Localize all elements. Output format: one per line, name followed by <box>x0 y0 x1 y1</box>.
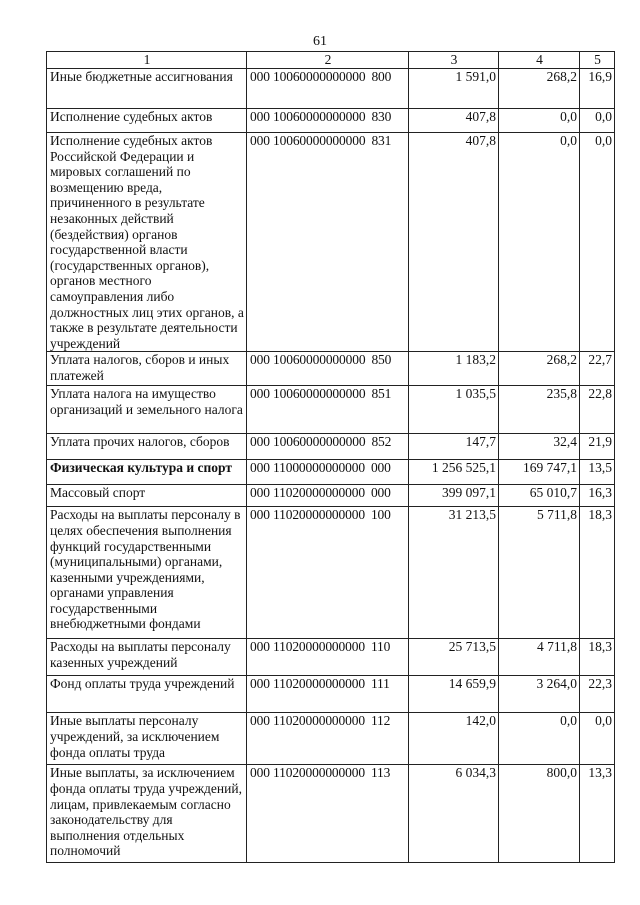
row-value-col-5: 16,9 <box>580 69 615 109</box>
row-value-col-4: 0,0 <box>499 109 580 133</box>
row-code <box>247 713 409 765</box>
row-name: Иные выплаты, за исключением фонда оплаты труда учреждений, лицам, привлекаемым согласно законодательству для выполнения отдельных полномочий <box>47 765 247 863</box>
table-body <box>47 69 615 863</box>
page-number: 61 <box>313 34 327 49</box>
row-value-col-3: 1 183,2 <box>409 352 499 386</box>
row-value-col-3: 14 659,9 <box>409 676 499 713</box>
column-header-3: 3 <box>409 52 499 69</box>
table-row <box>47 352 615 386</box>
row-value-col-3: 147,7 <box>409 434 499 460</box>
row-value-col-4: 169 747,1 <box>499 460 580 485</box>
row-code-expense-type: 831 <box>371 133 392 148</box>
row-value-col-3: 6 034,3 <box>409 765 499 863</box>
row-code-main: 000 10060000000000 <box>250 133 366 148</box>
row-value-col-3: 25 713,5 <box>409 639 499 676</box>
row-value-col-5: 13,3 <box>580 765 615 863</box>
table-row <box>47 69 615 109</box>
column-header-1: 1 <box>47 52 247 69</box>
row-code-expense-type: 110 <box>370 639 391 655</box>
row-value-col-5: 18,3 <box>580 639 615 676</box>
row-value-col-4: 268,2 <box>499 69 580 109</box>
row-value-col-5: 0,0 <box>580 109 615 133</box>
row-code-main: 000 10060000000000 <box>250 434 366 450</box>
row-code-main: 000 11020000000000 <box>250 507 365 523</box>
row-code-expense-type: 111 <box>370 676 390 692</box>
row-value-col-4: 4 711,8 <box>499 639 580 676</box>
row-value-col-4: 800,0 <box>499 765 580 863</box>
row-value-col-4: 5 711,8 <box>499 507 580 639</box>
row-value-col-5: 13,5 <box>580 460 615 485</box>
column-header-2: 2 <box>247 52 409 69</box>
table-row <box>47 507 615 639</box>
row-code-main: 000 11020000000000 <box>250 713 365 729</box>
row-value-col-4: 65 010,7 <box>499 485 580 507</box>
table-row <box>47 639 615 676</box>
table-row <box>47 713 615 765</box>
row-value-col-4: 32,4 <box>499 434 580 460</box>
budget-table <box>46 51 615 863</box>
row-value-col-3: 399 097,1 <box>409 485 499 507</box>
row-code-main: 000 11020000000000 <box>250 676 365 692</box>
row-code-expense-type: 000 <box>370 485 391 501</box>
row-value-col-5: 0,0 <box>580 133 615 352</box>
row-code-main: 000 10060000000000 <box>250 69 366 84</box>
row-code <box>247 352 409 386</box>
table-header-row <box>47 52 615 69</box>
row-code-main: 000 11020000000000 <box>250 765 365 781</box>
table-row <box>47 460 615 485</box>
row-value-col-4: 0,0 <box>499 713 580 765</box>
row-code <box>247 109 409 133</box>
row-name: Исполнение судебных актов Российской Федерации и мировых соглашений по возмещению вреда, причиненного в результате незаконных действий (бездействия) органов государственной власти (государственных органов), органов местного самоуправления либо должностных лиц этих органов, а также в результате деятельности учреждений <box>47 133 247 352</box>
row-value-col-5: 21,9 <box>580 434 615 460</box>
table-row <box>47 765 615 863</box>
row-value-col-3: 1 256 525,1 <box>409 460 499 485</box>
row-code-expense-type: 850 <box>371 352 392 368</box>
row-code <box>247 639 409 676</box>
row-code <box>247 69 409 109</box>
row-code <box>247 386 409 434</box>
row-value-col-5: 18,3 <box>580 507 615 639</box>
row-value-col-4: 235,8 <box>499 386 580 434</box>
row-code-main: 000 10060000000000 <box>250 109 366 124</box>
row-code-main: 000 10060000000000 <box>250 352 366 368</box>
row-value-col-5: 22,8 <box>580 386 615 434</box>
row-value-col-3: 1 035,5 <box>409 386 499 434</box>
row-code <box>247 485 409 507</box>
row-code-expense-type: 113 <box>370 765 391 781</box>
table-row <box>47 133 615 352</box>
row-name: Исполнение судебных актов <box>47 109 247 133</box>
row-code <box>247 765 409 863</box>
row-code-expense-type: 800 <box>371 69 392 84</box>
table-row <box>47 676 615 713</box>
row-value-col-5: 16,3 <box>580 485 615 507</box>
row-name: Уплата налога на имущество организаций и земельного налога <box>47 386 247 434</box>
row-name: Физическая культура и спорт <box>47 460 247 485</box>
row-value-col-4: 3 264,0 <box>499 676 580 713</box>
row-name: Фонд оплаты труда учреждений <box>47 676 247 713</box>
row-code-expense-type: 100 <box>370 507 391 523</box>
row-name: Расходы на выплаты персоналу в целях обеспечения выполнения функций государственными (муниципальными) органами, казенными учреждениями, органами управления государственными внебюджетными фондами <box>47 507 247 639</box>
row-code-expense-type: 000 <box>370 460 391 476</box>
column-header-4: 4 <box>499 52 580 69</box>
table-row <box>47 109 615 133</box>
row-code-expense-type: 851 <box>371 386 392 402</box>
row-code <box>247 133 409 352</box>
row-code <box>247 434 409 460</box>
row-code-expense-type: 112 <box>370 713 391 729</box>
row-code-main: 000 11020000000000 <box>250 485 365 501</box>
row-code <box>247 460 409 485</box>
column-header-5: 5 <box>580 52 615 69</box>
row-name: Расходы на выплаты персоналу казенных учреждений <box>47 639 247 676</box>
table-row <box>47 485 615 507</box>
row-code-expense-type: 830 <box>371 109 392 124</box>
row-code-main: 000 11000000000000 <box>250 460 365 476</box>
table-row <box>47 386 615 434</box>
row-value-col-3: 1 591,0 <box>409 69 499 109</box>
row-value-col-3: 31 213,5 <box>409 507 499 639</box>
row-code <box>247 676 409 713</box>
row-name: Иные выплаты персоналу учреждений, за исключением фонда оплаты труда <box>47 713 247 765</box>
row-code <box>247 507 409 639</box>
row-code-main: 000 11020000000000 <box>250 639 365 655</box>
row-name: Уплата прочих налогов, сборов <box>47 434 247 460</box>
row-name: Уплата налогов, сборов и иных платежей <box>47 352 247 386</box>
row-value-col-5: 22,7 <box>580 352 615 386</box>
row-value-col-3: 407,8 <box>409 109 499 133</box>
row-value-col-3: 407,8 <box>409 133 499 352</box>
row-name: Иные бюджетные ассигнования <box>47 69 247 109</box>
row-code-expense-type: 852 <box>371 434 392 450</box>
row-name: Массовый спорт <box>47 485 247 507</box>
row-value-col-3: 142,0 <box>409 713 499 765</box>
row-value-col-5: 22,3 <box>580 676 615 713</box>
row-value-col-4: 0,0 <box>499 133 580 352</box>
row-value-col-4: 268,2 <box>499 352 580 386</box>
table-row <box>47 434 615 460</box>
row-value-col-5: 0,0 <box>580 713 615 765</box>
row-code-main: 000 10060000000000 <box>250 386 366 402</box>
